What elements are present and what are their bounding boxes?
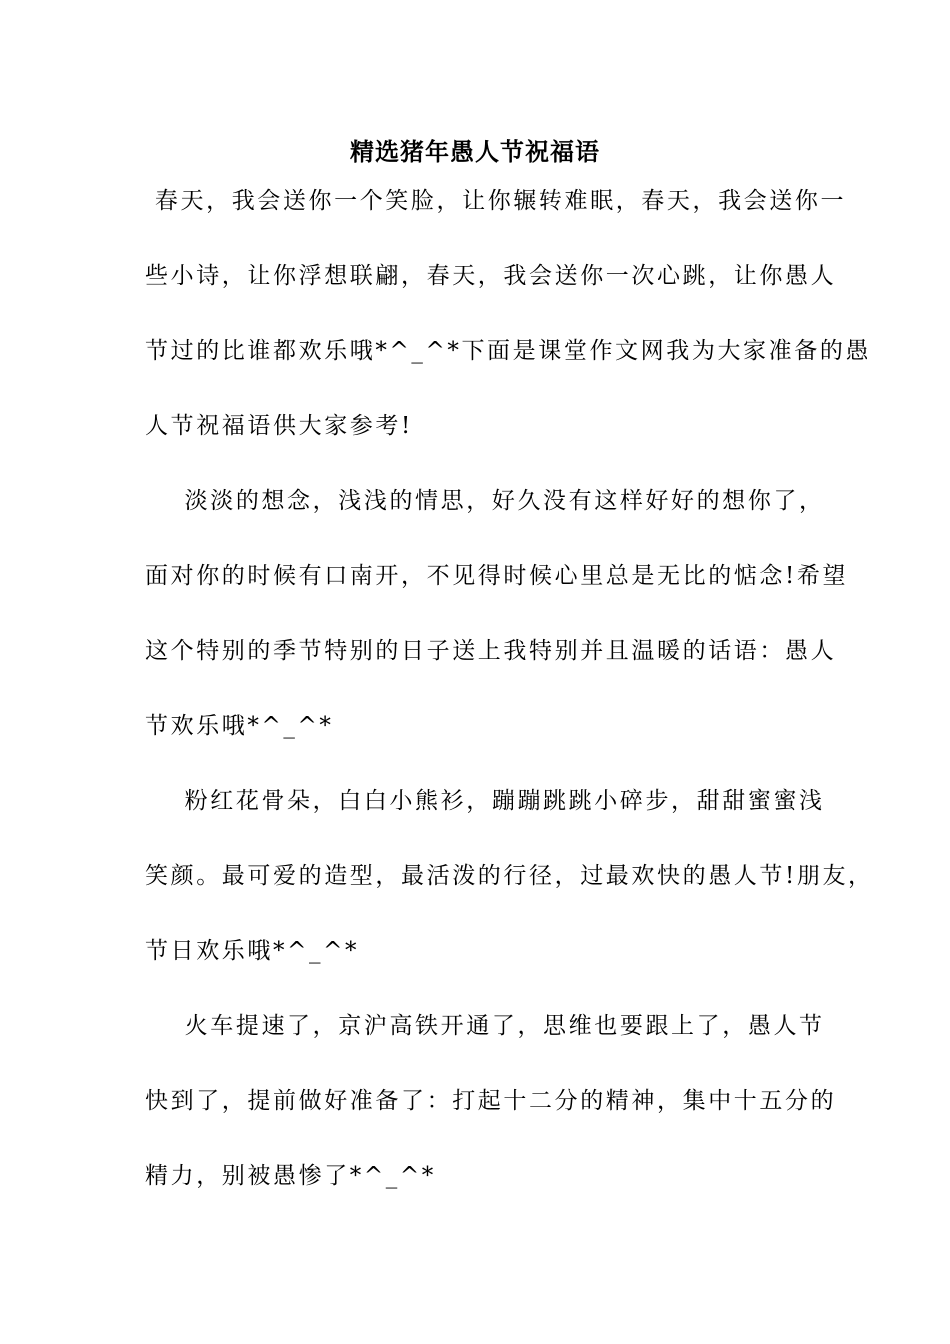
- paragraph-4-line-3: 精力，别被愚惨了*^_^*: [145, 1163, 436, 1189]
- paragraph-4-line-2: 快到了，提前做好准备了：打起十二分的精神，集中十五分的: [145, 1088, 837, 1114]
- paragraph-1-line-2: 些小诗，让你浮想联翩，春天，我会送你一次心跳，让你愚人: [145, 263, 837, 289]
- paragraph-3-line-2: 笑颜。最可爱的造型，最活泼的行径，过最欢快的愚人节!朋友，: [145, 863, 874, 889]
- document-title: 精选猪年愚人节祝福语: [350, 137, 600, 166]
- paragraph-1-line-3: 节过的比谁都欢乐哦*^_^*下面是课堂作文网我为大家准备的愚: [145, 338, 872, 364]
- paragraph-4-line-1: 火车提速了，京沪高铁开通了，思维也要跟上了，愚人节: [145, 1013, 825, 1039]
- paragraph-1-line-4: 人节祝福语供大家参考!: [145, 413, 413, 439]
- paragraph-2-line-1: 淡淡的想念，浅浅的情思，好久没有这样好好的想你了，: [145, 488, 825, 514]
- paragraph-2-line-4: 节欢乐哦*^_^*: [145, 713, 334, 739]
- paragraph-2-line-3: 这个特别的季节特别的日子送上我特别并且温暖的话语：愚人: [145, 638, 837, 664]
- paragraph-3-line-3: 节日欢乐哦*^_^*: [145, 938, 360, 964]
- paragraph-3-line-1: 粉红花骨朵，白白小熊衫，蹦蹦跳跳小碎步，甜甜蜜蜜浅: [145, 788, 825, 814]
- paragraph-1-line-1: 春天，我会送你一个笑脸，让你辗转难眠，春天，我会送你一: [145, 188, 847, 214]
- paragraph-2-line-2: 面对你的时候有口南开，不见得时候心里总是无比的惦念!希望: [145, 563, 849, 589]
